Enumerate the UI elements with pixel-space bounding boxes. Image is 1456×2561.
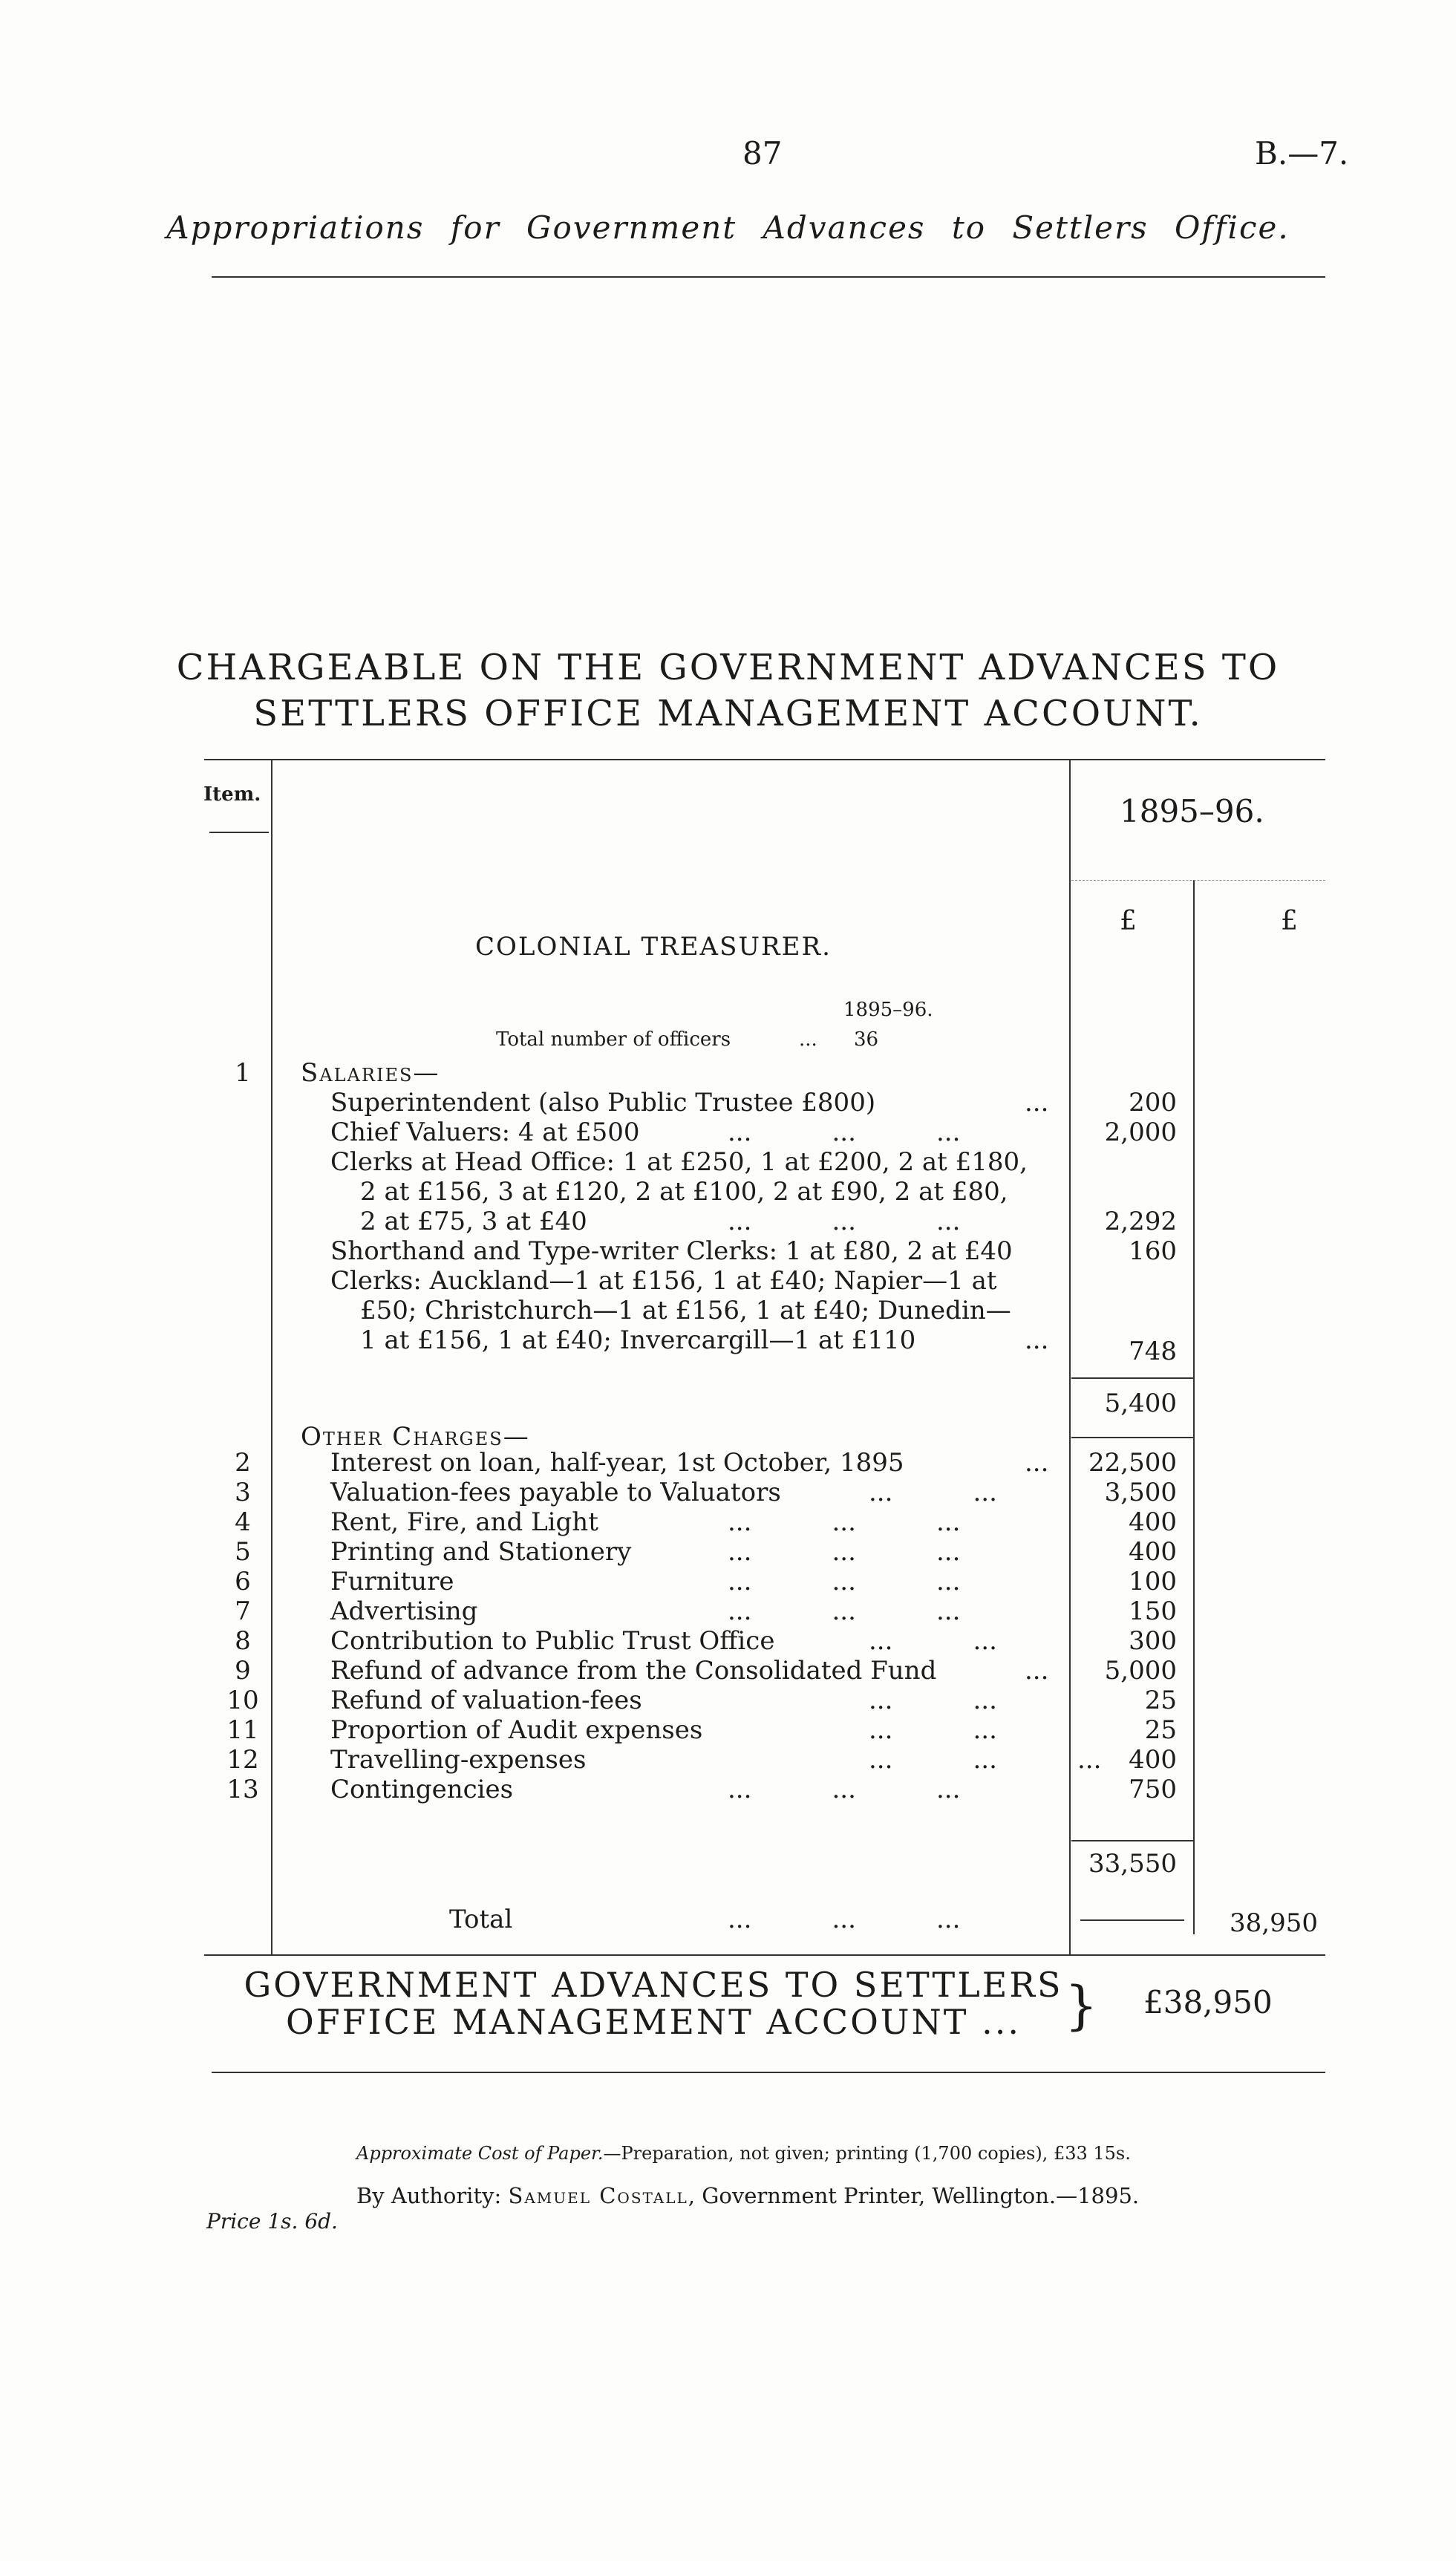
charge-amount: 400 — [1129, 1537, 1177, 1567]
charge-amount: 100 — [1129, 1567, 1177, 1596]
summary-brace: } — [1065, 1975, 1098, 2036]
charge-dots: ... ... ... — [869, 1745, 1102, 1775]
item-header-rule — [209, 832, 269, 833]
summary-line-2: OFFICE MANAGEMENT ACCOUNT ... — [286, 2002, 1021, 2042]
authority-suffix: , Government Printer, Wellington.—1895. — [688, 2183, 1140, 2208]
cost-label: Approximate Cost of Paper. — [356, 2143, 604, 2164]
charge-item-number: 9 — [235, 1656, 251, 1686]
salary-amount: 748 — [1129, 1337, 1177, 1366]
charge-dots: ... — [1025, 1448, 1049, 1478]
item-column-divider — [271, 759, 272, 1954]
charge-amount: 300 — [1129, 1626, 1177, 1656]
printer-name: Samuel Costall — [508, 2183, 688, 2208]
year-column-header: 1895–96. — [1120, 793, 1264, 829]
salary-line: Chief Valuers: 4 at £500 — [330, 1118, 640, 1147]
salary-amount: 200 — [1129, 1088, 1177, 1118]
charge-item-number: 6 — [235, 1567, 251, 1596]
item-column-header: Item. — [203, 783, 261, 806]
currency-column-1: £ — [1120, 906, 1137, 936]
salary-amount: 2,292 — [1104, 1207, 1177, 1236]
salary-line: Superintendent (also Public Trustee £800) — [330, 1088, 876, 1118]
total-label: Total — [449, 1905, 513, 1934]
salary-line: Clerks: Auckland—1 at £156, 1 at £40; Napier—1 at — [330, 1266, 997, 1296]
charge-amount: 750 — [1129, 1775, 1177, 1804]
salary-dots: ... — [1025, 1325, 1049, 1355]
charge-item-number: 8 — [235, 1626, 251, 1656]
table-bottom-rule — [204, 1954, 1325, 1956]
charge-line: Refund of valuation-fees — [330, 1686, 642, 1715]
cost-text: —Preparation, not given; printing (1,700 copies), £33 15s. — [603, 2143, 1131, 2164]
charge-dots: ... ... ... — [728, 1567, 961, 1596]
charge-amount: 3,500 — [1104, 1478, 1177, 1507]
section-heading — [0, 645, 1456, 737]
document-reference: B.—7. — [1255, 135, 1349, 172]
salary-dots: ... ... ... — [728, 1118, 961, 1147]
charge-line: Interest on loan, half-year, 1st October, 1895 — [330, 1448, 904, 1478]
other-charges-rule — [1071, 1437, 1193, 1438]
salary-line: 2 at £75, 3 at £40 — [360, 1207, 587, 1236]
charge-line: Contingencies — [330, 1775, 514, 1804]
charge-line: Valuation-fees payable to Valuators — [330, 1478, 781, 1507]
charge-item-number: 7 — [235, 1596, 251, 1626]
price-note: Price 1s. 6d. — [206, 2209, 338, 2234]
charge-dots: ... ... ... — [728, 1507, 961, 1537]
heading-line-1: CHARGEABLE ON THE GOVERNMENT ADVANCES TO — [176, 647, 1280, 688]
charge-line: Proportion of Audit expenses — [330, 1715, 703, 1745]
salary-line: Clerks at Head Office: 1 at £250, 1 at £200, 2 at £180, — [330, 1147, 1028, 1177]
heading-line-2: SETTLERS OFFICE MANAGEMENT ACCOUNT. — [253, 693, 1203, 734]
summary-line-1: GOVERNMENT ADVANCES TO SETTLERS — [244, 1965, 1063, 2005]
salary-line: Shorthand and Type-writer Clerks: 1 at £80, 2 at £40 — [330, 1236, 1013, 1266]
salary-line: 1 at £156, 1 at £40; Invercargill—1 at £110 — [360, 1325, 916, 1355]
charge-amount: 150 — [1129, 1596, 1177, 1626]
salaries-label: Salaries— — [301, 1058, 440, 1088]
charge-item-number: 2 — [235, 1448, 251, 1478]
department-title: COLONIAL TREASURER. — [475, 932, 832, 962]
charge-item-number: 13 — [226, 1775, 259, 1804]
charge-amount: 25 — [1144, 1686, 1177, 1715]
charge-amount: 400 — [1129, 1507, 1177, 1537]
salary-amount: 160 — [1129, 1236, 1177, 1266]
salaries-subtotal: 5,400 — [1104, 1389, 1177, 1418]
charge-dots: ... ... ... — [728, 1537, 961, 1567]
charge-line: Printing and Stationery — [330, 1537, 632, 1567]
charge-amount: 25 — [1144, 1715, 1177, 1745]
officers-dots: ... — [799, 1028, 817, 1051]
salaries-item-number: 1 — [235, 1058, 251, 1088]
charge-amount: 400 — [1129, 1745, 1177, 1775]
salaries-subtotal-rule — [1071, 1377, 1193, 1379]
charge-dots: ... ... — [869, 1686, 997, 1715]
charge-line: Advertising — [330, 1596, 478, 1626]
officers-label: Total number of officers — [496, 1028, 731, 1051]
salary-amount: 2,000 — [1104, 1118, 1177, 1147]
charge-line: Contribution to Public Trust Office — [330, 1626, 775, 1656]
page-number: 87 — [742, 135, 783, 172]
charge-item-number: 4 — [235, 1507, 251, 1537]
charges-subtotal-rule — [1071, 1840, 1193, 1841]
charges-subtotal: 33,550 — [1088, 1849, 1177, 1879]
salary-dots: ... — [1025, 1088, 1049, 1118]
charge-item-number: 5 — [235, 1537, 251, 1567]
charge-line: Travelling-expenses — [330, 1745, 587, 1775]
table-top-rule — [204, 759, 1325, 760]
charge-line: Rent, Fire, and Light — [330, 1507, 598, 1537]
currency-column-2: £ — [1281, 906, 1298, 936]
charge-amount: 5,000 — [1104, 1656, 1177, 1686]
page-title: Appropriations for Government Advances to Settlers Office. — [166, 209, 1290, 246]
salary-dots: ... ... ... — [728, 1207, 961, 1236]
salary-line: 2 at £156, 3 at £120, 2 at £100, 2 at £90, 2 at £80, — [360, 1177, 1008, 1207]
officers-year-label: 1895–96. — [843, 999, 933, 1021]
account-summary — [238, 1966, 1069, 2040]
title-rule — [212, 276, 1325, 278]
charge-dots: ... ... — [869, 1478, 997, 1507]
summary-bottom-rule — [212, 2072, 1325, 2073]
total-amount: 38,950 — [1230, 1908, 1318, 1938]
authority-prefix: By Authority: — [356, 2183, 502, 2208]
total-rule — [1080, 1919, 1184, 1921]
charge-item-number: 10 — [226, 1686, 259, 1715]
cost-of-paper-note — [356, 2143, 1131, 2164]
charge-dots: ... ... — [869, 1715, 997, 1745]
charge-amount: 22,500 — [1088, 1448, 1177, 1478]
year-header-rule — [1071, 880, 1325, 881]
summary-amount: £38,950 — [1143, 1984, 1273, 2020]
charge-item-number: 3 — [235, 1478, 251, 1507]
officers-count: 36 — [854, 1028, 879, 1051]
total-dots: ... ... ... — [728, 1905, 961, 1934]
authority-line — [356, 2183, 1139, 2208]
charge-dots: ... ... ... — [728, 1596, 961, 1626]
charge-item-number: 11 — [226, 1715, 259, 1745]
charge-dots: ... ... ... — [728, 1775, 961, 1804]
salary-line: £50; Christchurch—1 at £156, 1 at £40; Dunedin— — [360, 1296, 1011, 1325]
subtotal-column-divider — [1193, 880, 1195, 1934]
charge-line: Refund of advance from the Consolidated Fund — [330, 1656, 937, 1686]
charge-dots: ... — [1025, 1656, 1049, 1686]
charge-dots: ... ... — [869, 1626, 997, 1656]
charge-line: Furniture — [330, 1567, 454, 1596]
other-charges-label: Other Charges— — [301, 1422, 530, 1452]
charge-item-number: 12 — [226, 1745, 259, 1775]
